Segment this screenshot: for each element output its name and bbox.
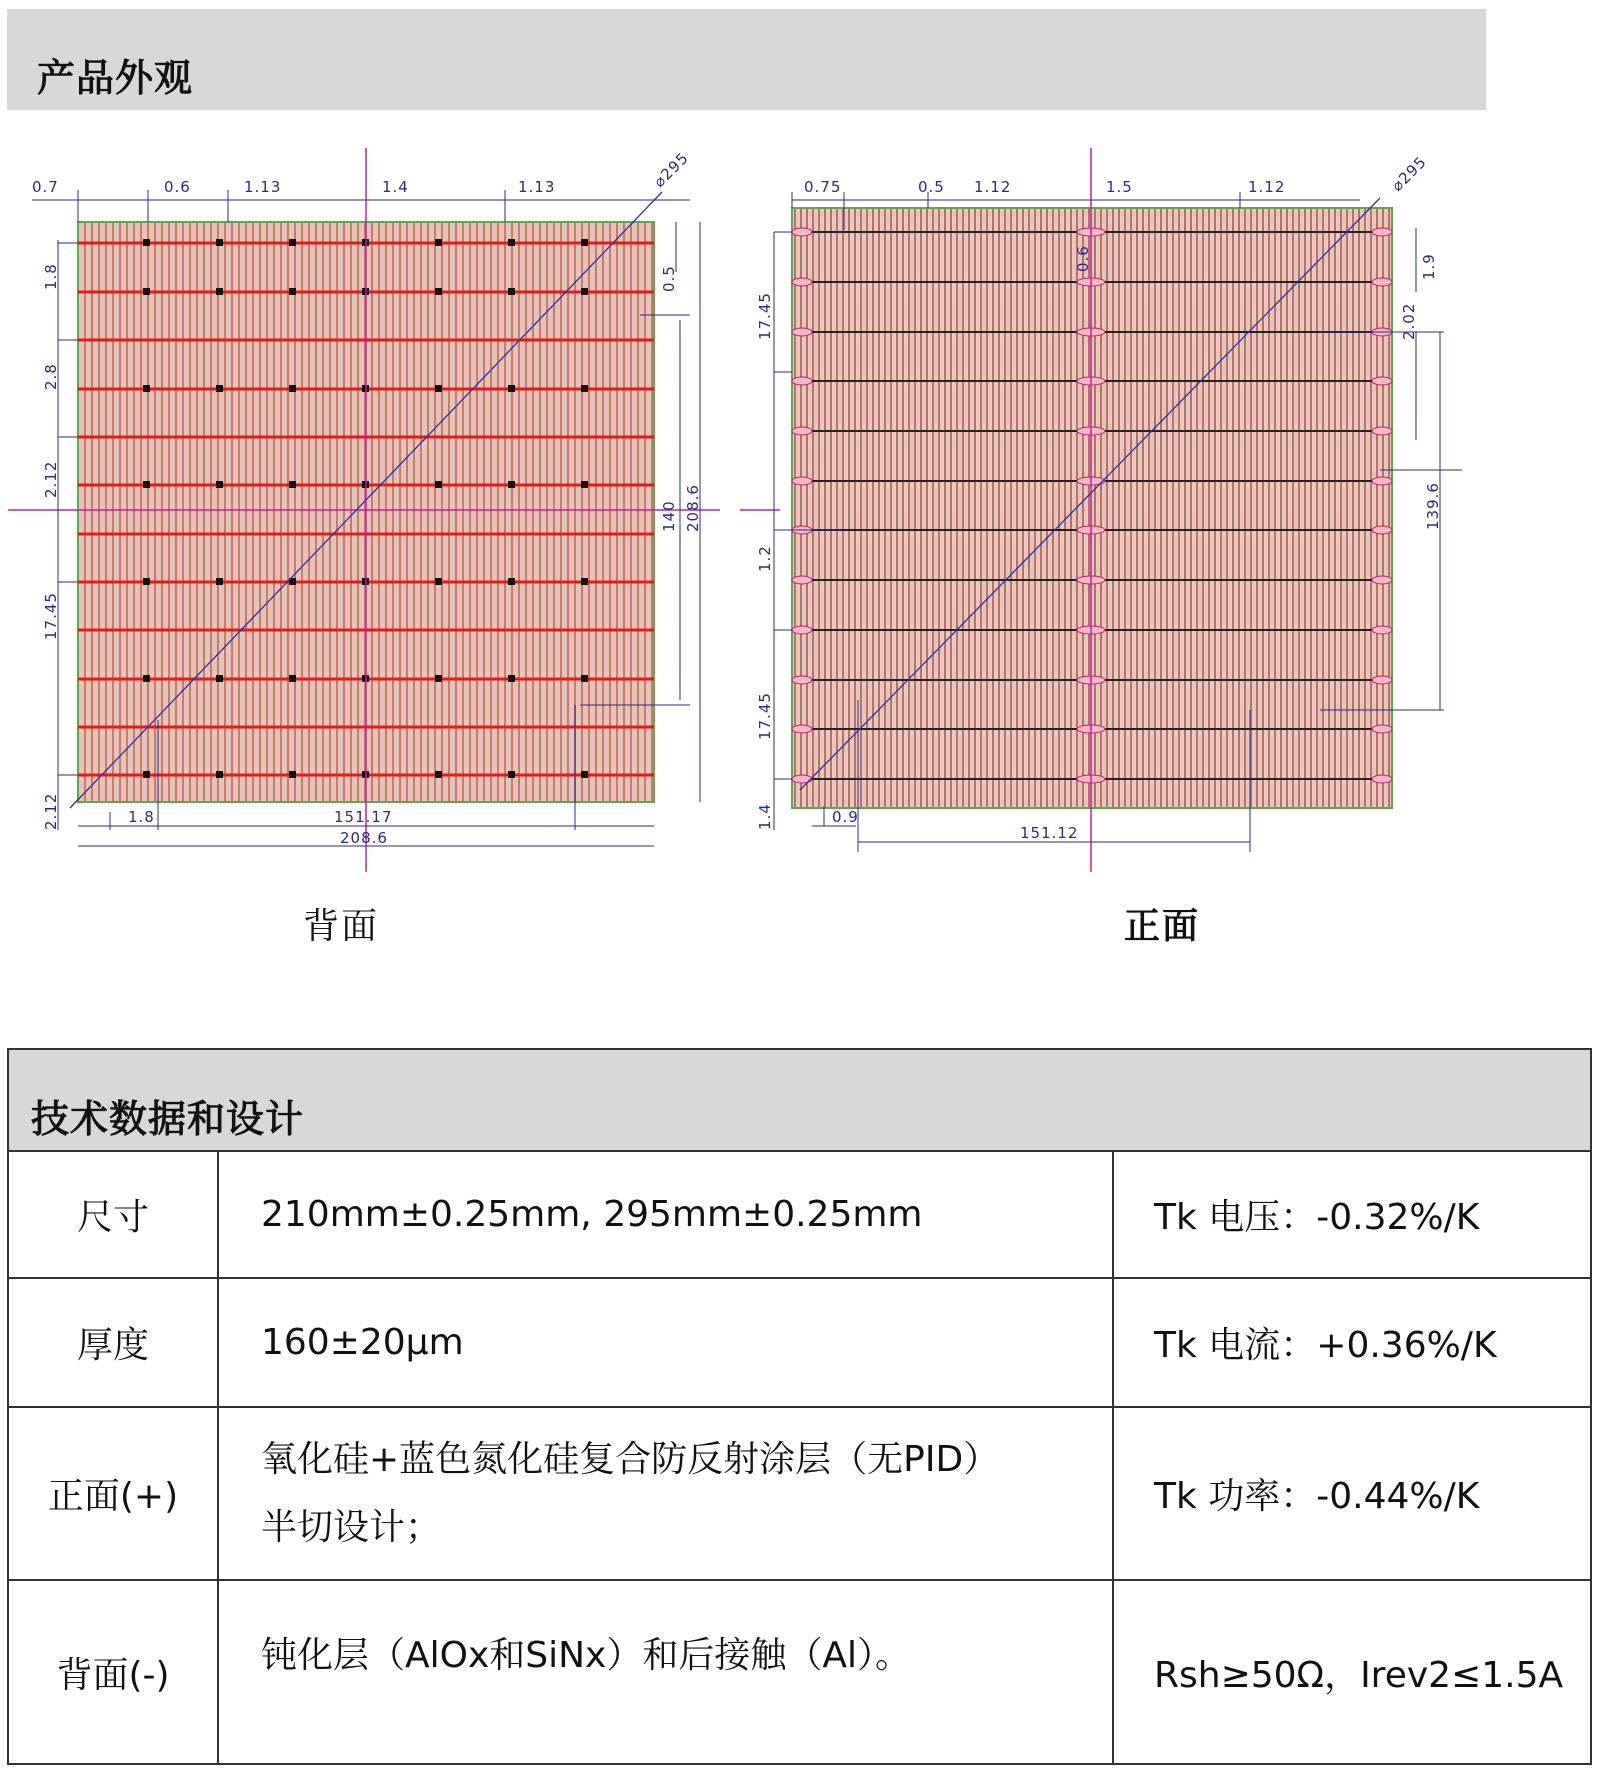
front-dim-1-5: 1.5 — [1106, 178, 1133, 196]
back-dim-1-8-left: 1.8 — [42, 263, 60, 290]
front-side-drawing — [740, 140, 1480, 880]
table-row — [9, 1152, 1590, 1279]
back-dim-diameter: ⌀295 — [650, 148, 693, 191]
back-side-caption: 背面 — [303, 906, 380, 947]
front-dim-1-12b: 1.12 — [1248, 178, 1286, 196]
front-side-caption: 正面 — [1124, 906, 1201, 947]
front-dim-139-6: 139.6 — [1424, 482, 1442, 530]
back-dim-1-8-bottom: 1.8 — [128, 808, 155, 826]
front-dim-17-45a: 17.45 — [756, 292, 774, 340]
specs-title: 技术数据和设计 — [31, 1097, 305, 1141]
row-value: 钝化层（AlOx和SiNx）和后接触（Al）。 — [219, 1581, 1114, 1763]
front-dim-1-2: 1.2 — [756, 545, 774, 572]
front-dim-0-75: 0.75 — [804, 178, 842, 196]
back-dim-2-12b: 2.12 — [42, 792, 60, 830]
row-coefficient: Rsh≥50Ω，Irev2≤1.5A — [1154, 1654, 1564, 1696]
row-coefficient: Tk 功率：-0.44%/K — [1154, 1476, 1480, 1517]
appearance-header — [7, 9, 1486, 110]
back-dim-1-13a: 1.13 — [244, 178, 282, 196]
row-value: 210mm±0.25mm, 295mm±0.25mm — [219, 1152, 1114, 1277]
back-dim-151-17: 151.17 — [334, 808, 393, 826]
row-label: 正面(+) — [9, 1408, 219, 1579]
back-dim-1-4: 1.4 — [382, 178, 409, 196]
back-dim-140: 140 — [660, 500, 678, 532]
row-label: 背面(-) — [9, 1581, 219, 1763]
back-dim-0-7: 0.7 — [32, 178, 59, 196]
specs-header — [9, 1050, 1590, 1152]
row-value: 160±20μm — [219, 1279, 1114, 1406]
back-dim-2-12a: 2.12 — [42, 460, 60, 498]
table-row — [9, 1581, 1590, 1763]
back-dim-1-13b: 1.13 — [518, 178, 556, 196]
back-dim-0-5: 0.5 — [660, 265, 678, 292]
front-dim-0-5: 0.5 — [918, 178, 945, 196]
appearance-title: 产品外观 — [37, 56, 194, 100]
front-dim-151-12: 151.12 — [1020, 824, 1079, 842]
back-dim-17-45: 17.45 — [42, 592, 60, 640]
back-dim-208-6-right: 208.6 — [684, 484, 702, 532]
back-dim-2-8: 2.8 — [42, 363, 60, 390]
front-dim-0-6: 0.6 — [1074, 245, 1092, 272]
row-value-line: 半切设计； — [261, 1506, 442, 1548]
table-row — [9, 1279, 1590, 1408]
row-label: 尺寸 — [9, 1152, 219, 1277]
front-dim-2-02: 2.02 — [1400, 302, 1418, 340]
back-dim-0-6: 0.6 — [164, 178, 191, 196]
back-dim-208-6-bottom: 208.6 — [340, 829, 388, 847]
row-value-line: 氧化硅+蓝色氮化硅复合防反射涂层（无PID） — [261, 1438, 1000, 1480]
table-row — [9, 1408, 1590, 1581]
front-dim-diameter: ⌀295 — [1388, 152, 1431, 195]
specs-table — [7, 1048, 1592, 1765]
row-label: 厚度 — [9, 1279, 219, 1406]
row-coefficient: Tk 电压：-0.32%/K — [1154, 1197, 1480, 1238]
row-coefficient: Tk 电流：+0.36%/K — [1154, 1325, 1497, 1366]
back-side-drawing — [0, 140, 740, 880]
front-dim-0-9: 0.9 — [832, 808, 859, 826]
front-dim-1-12a: 1.12 — [974, 178, 1012, 196]
row-value — [219, 1408, 1114, 1579]
front-dim-1-9: 1.9 — [1420, 253, 1438, 280]
front-dim-1-4: 1.4 — [756, 803, 774, 830]
front-dim-17-45b: 17.45 — [756, 692, 774, 740]
